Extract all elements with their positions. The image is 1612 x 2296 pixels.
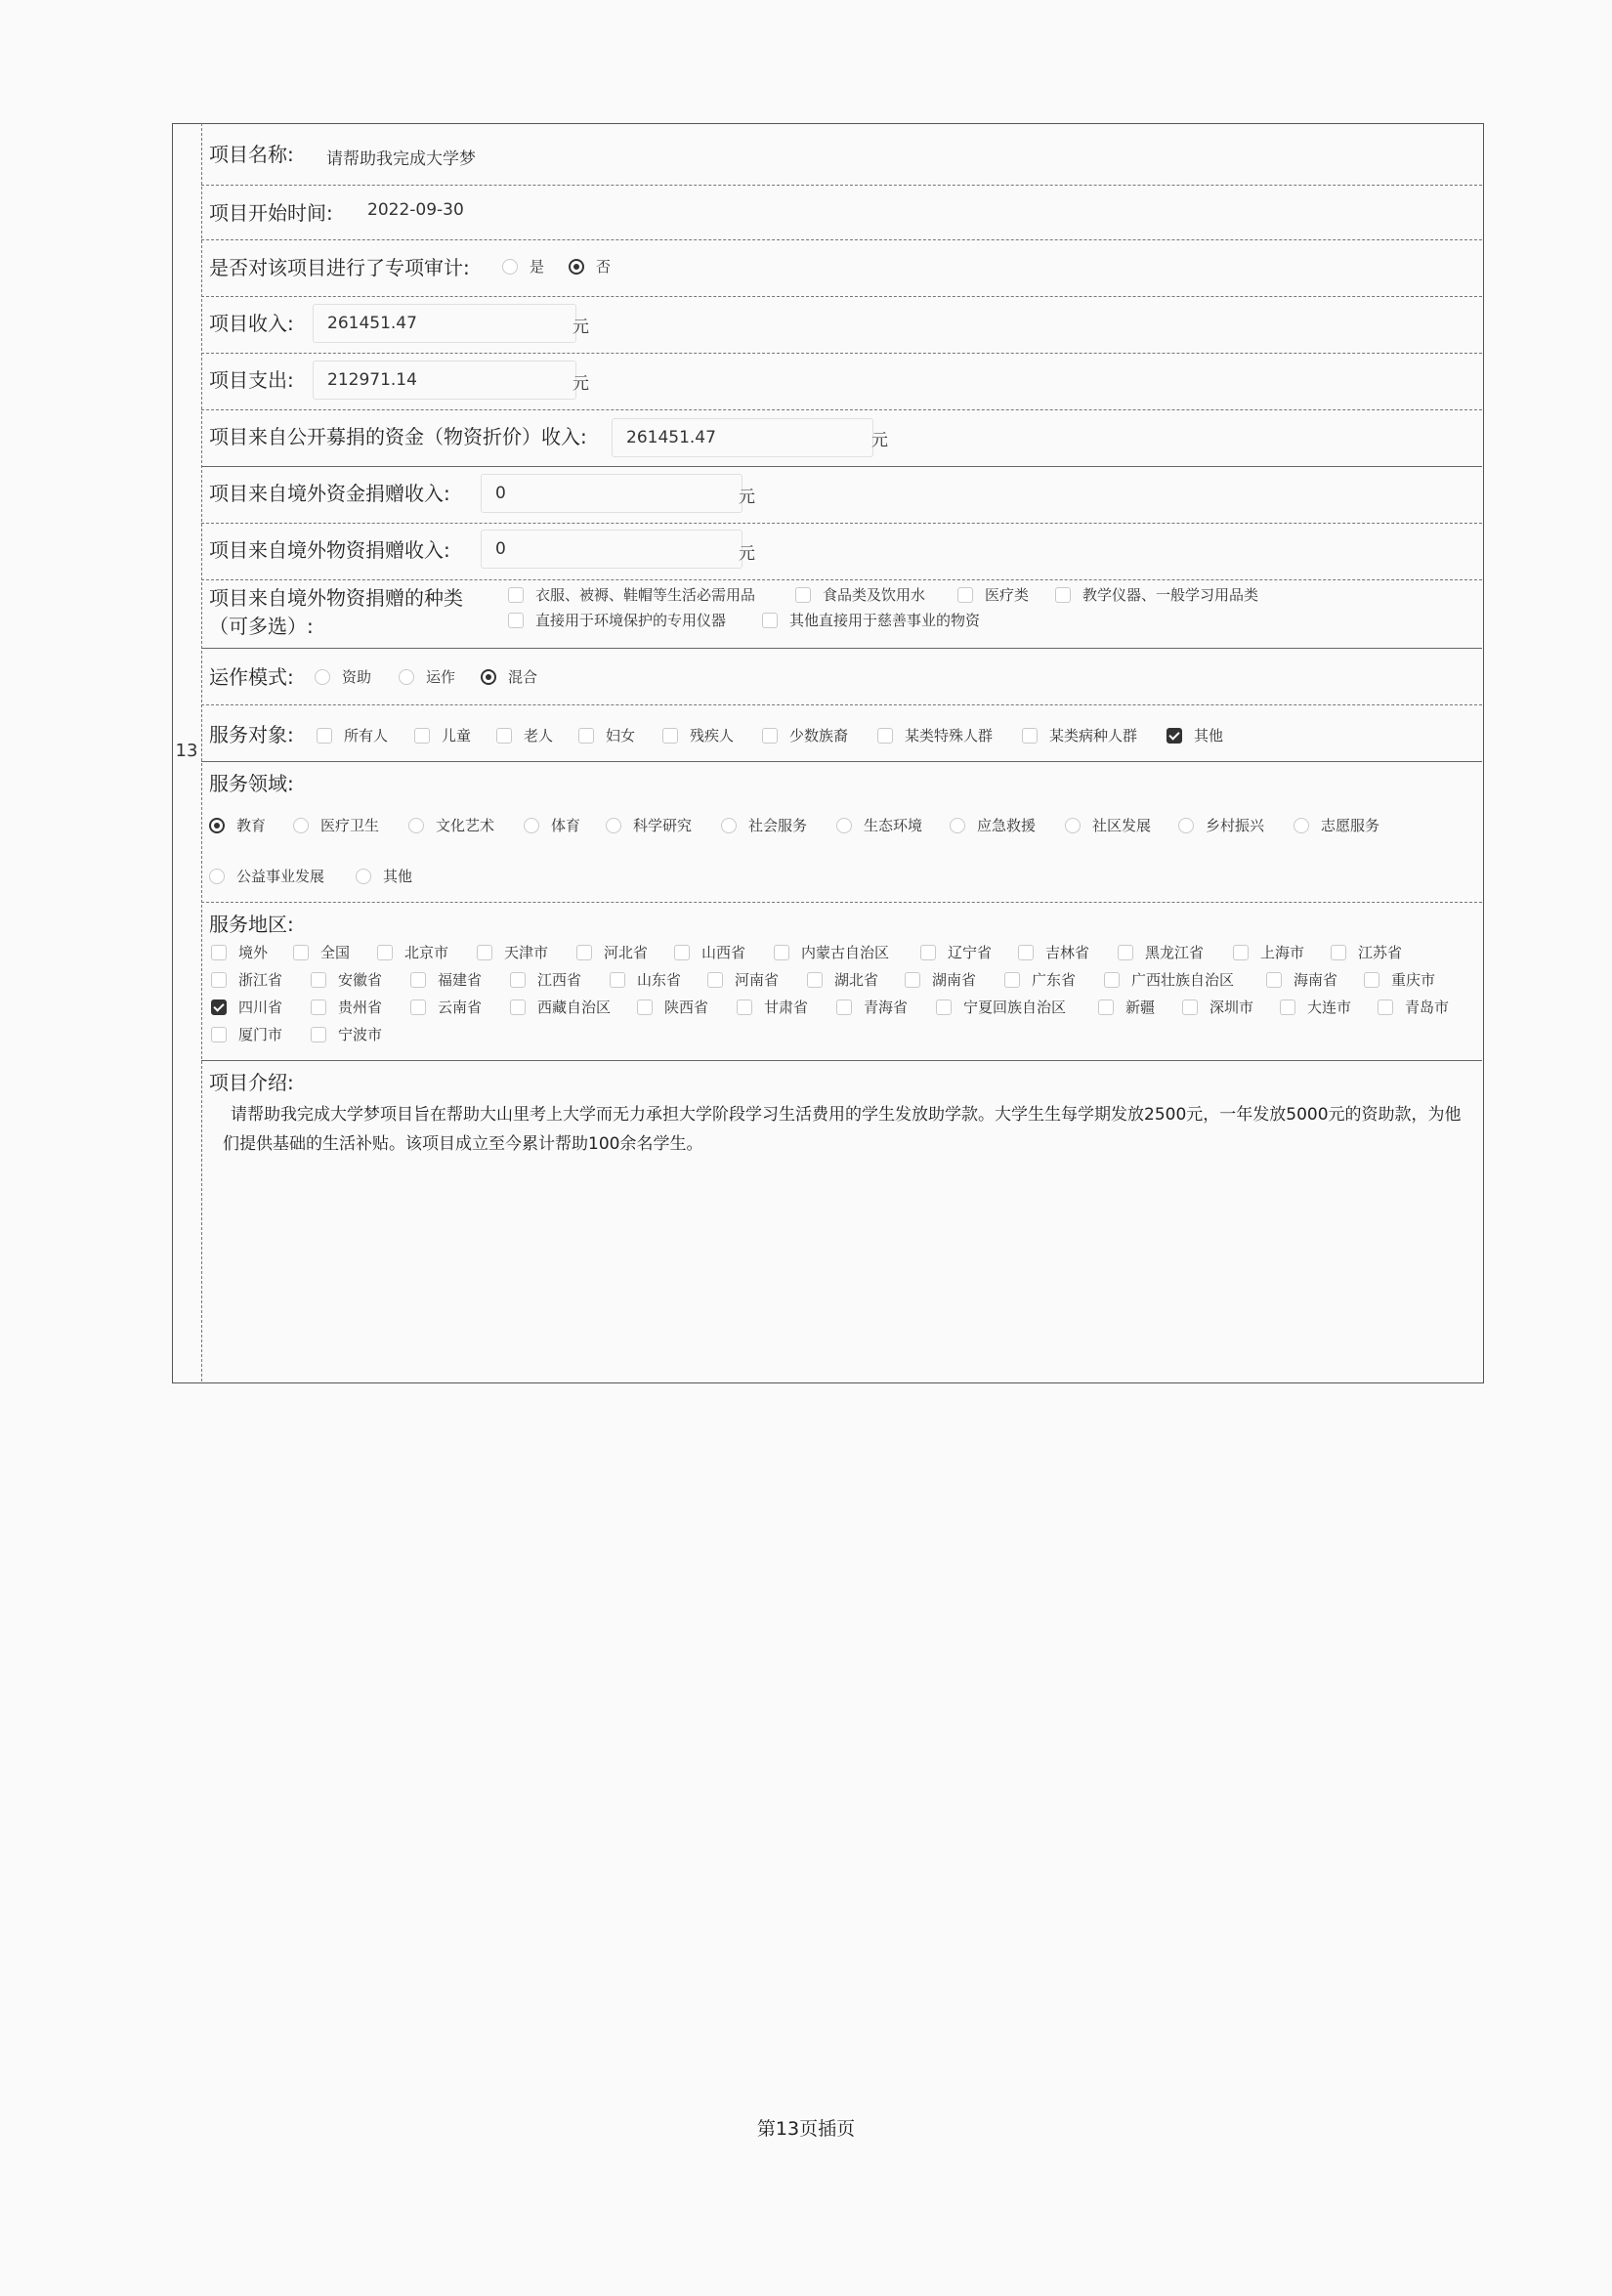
service-targets-label: 服务对象: xyxy=(209,723,294,746)
service-target-option[interactable]: 某类病种人群 xyxy=(1022,725,1137,745)
checkbox-icon xyxy=(957,587,973,603)
radio-icon xyxy=(209,869,225,884)
checkbox-icon xyxy=(211,972,227,988)
foreign-money-label: 项目来自境外资金捐赠收入: xyxy=(209,482,450,505)
service-regions-label: 服务地区: xyxy=(209,913,294,936)
radio-icon xyxy=(1178,818,1194,833)
checkbox-icon xyxy=(1098,999,1114,1015)
region-option[interactable]: 海南省 xyxy=(1266,969,1337,990)
radio-icon xyxy=(502,259,518,275)
checkbox-icon xyxy=(1118,945,1133,960)
checkbox-icon xyxy=(836,999,852,1015)
region-option[interactable]: 福建省 xyxy=(410,969,482,990)
checkbox-icon xyxy=(920,945,936,960)
region-option[interactable]: 云南省 xyxy=(410,997,482,1017)
region-option[interactable]: 辽宁省 xyxy=(920,942,992,962)
checkbox-icon xyxy=(1055,587,1071,603)
region-option[interactable]: 河北省 xyxy=(576,942,648,962)
service-target-option-other[interactable]: 其他 xyxy=(1167,725,1223,745)
checkbox-icon xyxy=(1233,945,1249,960)
project-name-row xyxy=(201,123,1482,186)
checkbox-icon xyxy=(293,945,309,960)
income-row xyxy=(201,297,1482,354)
intro-text: 请帮助我完成大学梦项目旨在帮助大山里考上大学而无力承担大学阶段学习生活费用的学生发放助学款。大学生生每学期发放2500元，一年发放5000元的资助款，为他们提供基础的生活补贴。该项目成立至今累计帮助100余名学生。 xyxy=(223,1105,1462,1154)
goods-type-option[interactable]: 食品类及饮用水 xyxy=(795,584,925,605)
public-funds-label: 项目来自公开募捐的资金（物资折价）收入: xyxy=(209,425,587,448)
region-option[interactable]: 重庆市 xyxy=(1364,969,1435,990)
audit-option-no[interactable]: 否 xyxy=(569,256,611,276)
checkbox-icon xyxy=(936,999,952,1015)
checkbox-icon xyxy=(508,613,524,628)
region-option[interactable]: 江苏省 xyxy=(1331,942,1402,962)
service-fields-label: 服务领域: xyxy=(209,772,294,795)
expense-label: 项目支出: xyxy=(209,368,294,392)
service-field-option[interactable]: 医疗卫生 xyxy=(293,815,379,835)
checkbox-icon xyxy=(1331,945,1346,960)
public-funds-row xyxy=(201,410,1482,467)
intro-row xyxy=(201,1061,1482,1382)
region-option[interactable]: 西藏自治区 xyxy=(510,997,611,1017)
public-funds-input[interactable]: 261451.47 xyxy=(612,418,873,457)
region-option[interactable]: 甘肃省 xyxy=(737,997,808,1017)
checkbox-icon xyxy=(1022,728,1038,744)
radio-icon xyxy=(293,818,309,833)
service-target-option[interactable]: 少数族裔 xyxy=(762,725,848,745)
start-time-label: 项目开始时间: xyxy=(209,201,333,225)
checkbox-icon xyxy=(576,945,592,960)
service-field-option[interactable]: 文化艺术 xyxy=(408,815,494,835)
foreign-goods-input[interactable]: 0 xyxy=(481,530,742,569)
checkbox-icon xyxy=(311,999,326,1015)
service-field-option[interactable]: 科学研究 xyxy=(606,815,692,835)
expense-input[interactable]: 212971.14 xyxy=(313,361,576,400)
checkbox-icon xyxy=(707,972,723,988)
checkbox-icon xyxy=(905,972,920,988)
checkbox-icon xyxy=(795,587,811,603)
operation-mode-option[interactable]: 混合 xyxy=(481,666,537,687)
service-target-option[interactable]: 儿童 xyxy=(414,725,471,745)
radio-icon xyxy=(408,818,424,833)
region-option[interactable]: 湖南省 xyxy=(905,969,976,990)
checkbox-icon xyxy=(410,999,426,1015)
region-option[interactable]: 江西省 xyxy=(510,969,581,990)
checkbox-icon xyxy=(1364,972,1379,988)
expense-row xyxy=(201,354,1482,410)
expense-unit: 元 xyxy=(573,374,589,394)
checkbox-icon xyxy=(211,1027,227,1042)
checkbox-icon xyxy=(1266,972,1282,988)
radio-icon xyxy=(1065,818,1081,833)
region-option[interactable]: 北京市 xyxy=(377,942,448,962)
goods-type-option[interactable]: 直接用于环境保护的专用仪器 xyxy=(508,610,726,630)
checkbox-icon xyxy=(510,999,526,1015)
service-field-option[interactable]: 体育 xyxy=(524,815,580,835)
radio-icon xyxy=(399,669,414,685)
checkbox-icon xyxy=(377,945,393,960)
radio-checked-icon xyxy=(209,818,225,833)
checkbox-icon xyxy=(1378,999,1393,1015)
goods-type-option[interactable]: 教学仪器、一般学习用品类 xyxy=(1055,584,1258,605)
checkbox-icon xyxy=(510,972,526,988)
region-option[interactable]: 大连市 xyxy=(1280,997,1351,1017)
radio-checked-icon xyxy=(569,259,584,275)
audit-option-yes[interactable]: 是 xyxy=(502,256,544,276)
service-target-option[interactable]: 老人 xyxy=(496,725,553,745)
checkbox-icon xyxy=(496,728,512,744)
start-time-value: 2022-09-30 xyxy=(367,200,464,220)
service-field-option[interactable]: 志愿服务 xyxy=(1294,815,1379,835)
foreign-goods-unit: 元 xyxy=(739,544,755,564)
checkbox-icon xyxy=(1182,999,1198,1015)
region-option[interactable]: 厦门市 xyxy=(211,1024,282,1044)
region-option[interactable]: 内蒙古自治区 xyxy=(774,942,889,962)
goods-type-option[interactable]: 医疗类 xyxy=(957,584,1029,605)
region-option[interactable]: 全国 xyxy=(293,942,350,962)
page-footer: 第13页插页 xyxy=(756,2118,856,2140)
region-option[interactable]: 陕西省 xyxy=(637,997,708,1017)
row-number: 13 xyxy=(175,741,198,761)
checkbox-icon xyxy=(1018,945,1034,960)
service-target-option[interactable]: 残疾人 xyxy=(662,725,734,745)
checkbox-icon xyxy=(1280,999,1295,1015)
region-option[interactable]: 青岛市 xyxy=(1378,997,1449,1017)
checkbox-icon xyxy=(610,972,625,988)
checkbox-icon xyxy=(774,945,789,960)
checkbox-icon xyxy=(737,999,752,1015)
checkbox-icon xyxy=(762,613,778,628)
audit-label: 是否对该项目进行了专项审计: xyxy=(209,256,470,279)
region-option-sichuan[interactable]: 四川省 xyxy=(211,997,282,1017)
checkbox-icon xyxy=(414,728,430,744)
region-option[interactable]: 深圳市 xyxy=(1182,997,1253,1017)
project-name-label: 项目名称: xyxy=(209,143,294,166)
project-name-value: 请帮助我完成大学梦 xyxy=(326,149,476,169)
service-regions-row xyxy=(201,903,1482,1061)
service-target-option[interactable]: 某类特殊人群 xyxy=(877,725,993,745)
checkbox-icon xyxy=(762,728,778,744)
checkbox-icon xyxy=(211,945,227,960)
region-option[interactable]: 山西省 xyxy=(674,942,745,962)
region-option[interactable]: 河南省 xyxy=(707,969,779,990)
service-field-option[interactable]: 其他 xyxy=(356,866,412,886)
checkbox-icon xyxy=(637,999,653,1015)
foreign-goods-label: 项目来自境外物资捐赠收入: xyxy=(209,538,450,562)
region-option[interactable]: 贵州省 xyxy=(311,997,382,1017)
goods-types-row xyxy=(201,580,1482,649)
checkbox-icon xyxy=(877,728,893,744)
foreign-money-row xyxy=(201,467,1482,524)
operation-mode-option[interactable]: 资助 xyxy=(315,666,371,687)
region-option[interactable]: 广西壮族自治区 xyxy=(1104,969,1234,990)
radio-icon xyxy=(315,669,330,685)
region-option[interactable]: 青海省 xyxy=(836,997,908,1017)
region-option[interactable]: 吉林省 xyxy=(1018,942,1089,962)
radio-icon xyxy=(721,818,737,833)
checkbox-icon xyxy=(508,587,524,603)
region-option[interactable]: 境外 xyxy=(211,942,268,962)
service-targets-row xyxy=(201,705,1482,762)
start-time-row xyxy=(201,186,1482,240)
radio-icon xyxy=(1294,818,1309,833)
radio-icon xyxy=(356,869,371,884)
service-target-option[interactable]: 妇女 xyxy=(578,725,635,745)
checkbox-icon xyxy=(317,728,332,744)
service-field-option[interactable]: 乡村振兴 xyxy=(1178,815,1264,835)
checkbox-icon xyxy=(1104,972,1120,988)
radio-icon xyxy=(836,818,852,833)
checkbox-icon xyxy=(477,945,492,960)
region-option[interactable]: 黑龙江省 xyxy=(1118,942,1204,962)
checkbox-icon xyxy=(674,945,690,960)
goods-type-option[interactable]: 其他直接用于慈善事业的物资 xyxy=(762,610,980,630)
checkbox-icon xyxy=(311,972,326,988)
checkbox-checked-icon xyxy=(211,999,227,1015)
checkbox-icon xyxy=(410,972,426,988)
radio-checked-icon xyxy=(481,669,496,685)
service-target-option[interactable]: 所有人 xyxy=(317,725,388,745)
region-option[interactable]: 天津市 xyxy=(477,942,548,962)
service-field-option[interactable]: 生态环境 xyxy=(836,815,922,835)
foreign-money-unit: 元 xyxy=(739,488,755,507)
service-field-option[interactable]: 公益事业发展 xyxy=(209,866,324,886)
service-fields-row xyxy=(201,762,1482,903)
service-field-option[interactable]: 应急救援 xyxy=(950,815,1036,835)
foreign-money-input[interactable]: 0 xyxy=(481,474,742,513)
public-funds-unit: 元 xyxy=(871,431,888,450)
radio-icon xyxy=(606,818,621,833)
intro-label: 项目介绍: xyxy=(209,1071,294,1094)
operation-mode-label: 运作模式: xyxy=(209,665,294,689)
checkbox-checked-icon xyxy=(1167,728,1182,744)
region-option[interactable]: 广东省 xyxy=(1004,969,1076,990)
checkbox-icon xyxy=(1004,972,1020,988)
service-field-option[interactable]: 社区发展 xyxy=(1065,815,1151,835)
region-option[interactable]: 宁波市 xyxy=(311,1024,382,1044)
service-field-option[interactable]: 教育 xyxy=(209,815,266,835)
region-option[interactable]: 安徽省 xyxy=(311,969,382,990)
income-label: 项目收入: xyxy=(209,312,294,335)
checkbox-icon xyxy=(311,1027,326,1042)
radio-icon xyxy=(950,818,965,833)
region-option[interactable]: 上海市 xyxy=(1233,942,1304,962)
checkbox-icon xyxy=(578,728,594,744)
checkbox-icon xyxy=(807,972,823,988)
income-input[interactable]: 261451.47 xyxy=(313,304,576,343)
region-option[interactable]: 山东省 xyxy=(610,969,681,990)
region-option[interactable]: 湖北省 xyxy=(807,969,878,990)
region-option[interactable]: 宁夏回族自治区 xyxy=(936,997,1066,1017)
goods-types-label-line2: （可多选）: xyxy=(209,615,314,638)
region-option[interactable]: 新疆 xyxy=(1098,997,1155,1017)
operation-mode-row xyxy=(201,649,1482,705)
region-option[interactable]: 浙江省 xyxy=(211,969,282,990)
goods-type-option[interactable]: 衣服、被褥、鞋帽等生活必需用品 xyxy=(508,584,755,605)
income-unit: 元 xyxy=(573,318,589,337)
checkbox-icon xyxy=(662,728,678,744)
goods-types-label-line1: 项目来自境外物资捐赠的种类 xyxy=(209,586,463,610)
foreign-goods-row xyxy=(201,524,1482,580)
radio-icon xyxy=(524,818,539,833)
audit-row xyxy=(201,240,1482,297)
service-field-option[interactable]: 社会服务 xyxy=(721,815,807,835)
operation-mode-option[interactable]: 运作 xyxy=(399,666,455,687)
